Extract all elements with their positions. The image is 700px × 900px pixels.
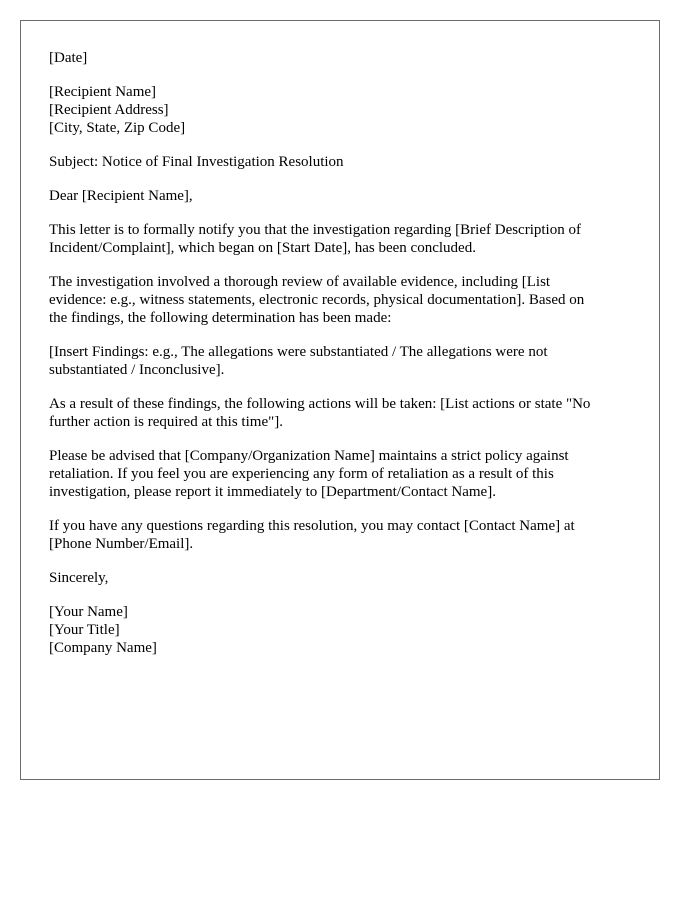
paragraph-line: If you have any questions regarding this resolution, you may contact [Contact Name] at: [49, 518, 575, 534]
paragraph-findings: [49, 343, 639, 379]
date-text: [Date]: [49, 50, 88, 66]
paragraph-line: This letter is to formally notify you that the investigation regarding [Brief Description of: [49, 222, 581, 238]
recipient-block: [49, 83, 639, 137]
subject-line: [49, 153, 639, 171]
recipient-address: [Recipient Address]: [49, 102, 169, 118]
paragraph-line: [Insert Findings: e.g., The allegations were substantiated / The allegations were not: [49, 344, 548, 360]
letter-page: [20, 20, 660, 780]
recipient-city-state-zip: [City, State, Zip Code]: [49, 120, 186, 136]
salutation: [49, 187, 639, 205]
paragraph-line: The investigation involved a thorough review of available evidence, including [List: [49, 274, 551, 290]
paragraph-line: the findings, the following determination has been made:: [49, 310, 392, 326]
paragraph-retaliation: [49, 447, 639, 501]
paragraph-line: As a result of these findings, the following actions will be taken: [List actions or state "No: [49, 396, 591, 412]
signature-title: [Your Title]: [49, 622, 120, 638]
paragraph-line: investigation, please report it immediately to [Department/Contact Name].: [49, 484, 496, 500]
closing: [49, 569, 639, 587]
signature-company: [Company Name]: [49, 640, 157, 656]
paragraph-line: retaliation. If you feel you are experiencing any form of retaliation as a result of this: [49, 466, 554, 482]
paragraph-line: further action is required at this time"].: [49, 414, 283, 430]
paragraph-line: substantiated / Inconclusive].: [49, 362, 225, 378]
paragraph-evidence: [49, 273, 639, 327]
salutation-text: Dear [Recipient Name],: [49, 188, 193, 204]
paragraph-contact: [49, 517, 639, 553]
paragraph-line: [Phone Number/Email].: [49, 536, 194, 552]
paragraph-notification: [49, 221, 639, 257]
subject-text: Subject: Notice of Final Investigation Resolution: [49, 154, 344, 170]
closing-text: Sincerely,: [49, 570, 109, 586]
recipient-name: [Recipient Name]: [49, 84, 157, 100]
paragraph-line: Incident/Complaint], which began on [Start Date], has been concluded.: [49, 240, 476, 256]
signature-block: [49, 603, 639, 657]
paragraph-line: evidence: e.g., witness statements, electronic records, physical documentation]. Based on: [49, 292, 585, 308]
signature-name: [Your Name]: [49, 604, 128, 620]
paragraph-line: Please be advised that [Company/Organization Name] maintains a strict policy against: [49, 448, 569, 464]
letter-date: [49, 49, 639, 67]
letter-body: [49, 49, 639, 673]
paragraph-actions: [49, 395, 639, 431]
